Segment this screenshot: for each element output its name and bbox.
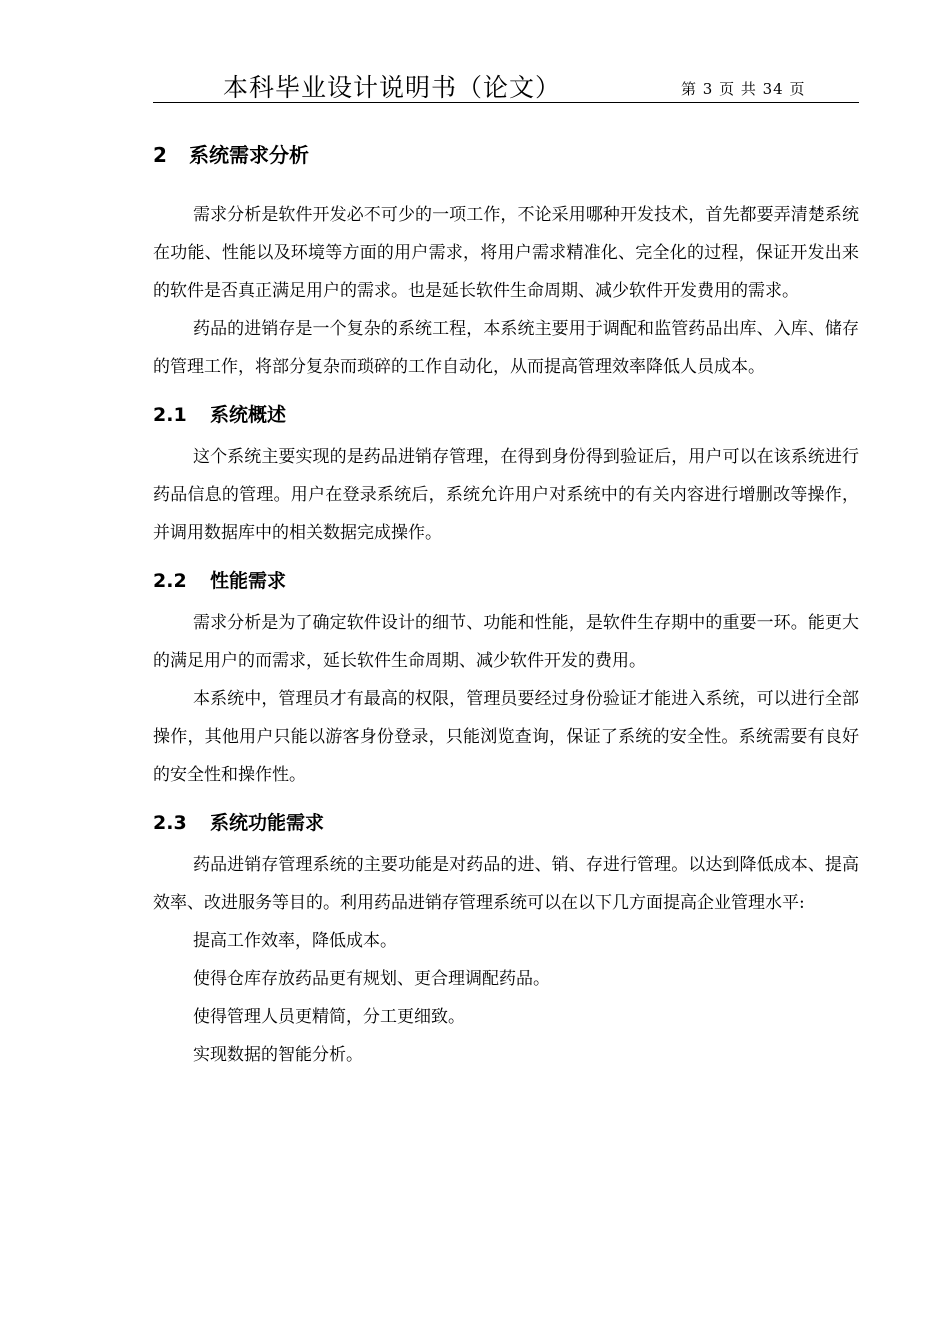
section-number: 2.1 xyxy=(153,404,187,426)
paragraph: 药品的进销存是一个复杂的系统工程，本系统主要用于调配和监管药品出库、入库、储存的管理工作，将部分复杂而琐碎的工作自动化，从而提高管理效率降低人员成本。 xyxy=(153,319,859,377)
section-title: 系统概述 xyxy=(210,404,287,426)
list-item: 使得仓库存放药品更有规划、更合理调配药品。 xyxy=(193,969,550,989)
section-heading-2 xyxy=(153,140,859,170)
header-page-info: 第 3 页 共 34 页 xyxy=(681,80,806,98)
page-header xyxy=(153,66,859,103)
document-body xyxy=(153,140,859,1074)
section-number: 2.3 xyxy=(153,812,187,834)
section-title: 系统需求分析 xyxy=(189,143,309,167)
section-title: 性能需求 xyxy=(210,570,287,592)
paragraph: 药品进销存管理系统的主要功能是对药品的进、销、存进行管理。以达到降低成本、提高效率、改进服务等目的。利用药品进销存管理系统可以在以下几方面提高企业管理水平: xyxy=(153,855,859,913)
section-number: 2 xyxy=(153,143,167,167)
section-heading-2-2 xyxy=(153,566,859,596)
section-title: 系统功能需求 xyxy=(210,812,325,834)
header-title: 本科毕业设计说明书（论文） xyxy=(223,73,562,102)
paragraph: 这个系统主要实现的是药品进销存管理，在得到身份得到验证后，用户可以在该系统进行药品信息的管理。用户在登录系统后，系统允许用户对系统中的有关内容进行增删改等操作，并调用数据库中的相关数据完成操作。 xyxy=(153,447,859,543)
paragraph: 需求分析是为了确定软件设计的细节、功能和性能，是软件生存期中的重要一环。能更大的满足用户的而需求，延长软件生命周期、减少软件开发的费用。 xyxy=(153,613,859,671)
paragraph: 需求分析是软件开发必不可少的一项工作，不论采用哪种开发技术，首先都要弄清楚系统在功能、性能以及环境等方面的用户需求，将用户需求精准化、完全化的过程，保证开发出来的软件是否真正满足用户的需求。也是延长软件生命周期、减少软件开发费用的需求。 xyxy=(153,205,859,301)
section-heading-2-3 xyxy=(153,808,859,838)
list-item: 提高工作效率，降低成本。 xyxy=(193,931,397,951)
section-heading-2-1 xyxy=(153,400,859,430)
paragraph: 本系统中，管理员才有最高的权限，管理员要经过身份验证才能进入系统，可以进行全部操作，其他用户只能以游客身份登录，只能浏览查询，保证了系统的安全性。系统需要有良好的安全性和操作性。 xyxy=(153,689,859,785)
list-item: 使得管理人员更精简，分工更细致。 xyxy=(193,1007,465,1027)
section-number: 2.2 xyxy=(153,570,187,592)
list-item: 实现数据的智能分析。 xyxy=(193,1045,363,1065)
